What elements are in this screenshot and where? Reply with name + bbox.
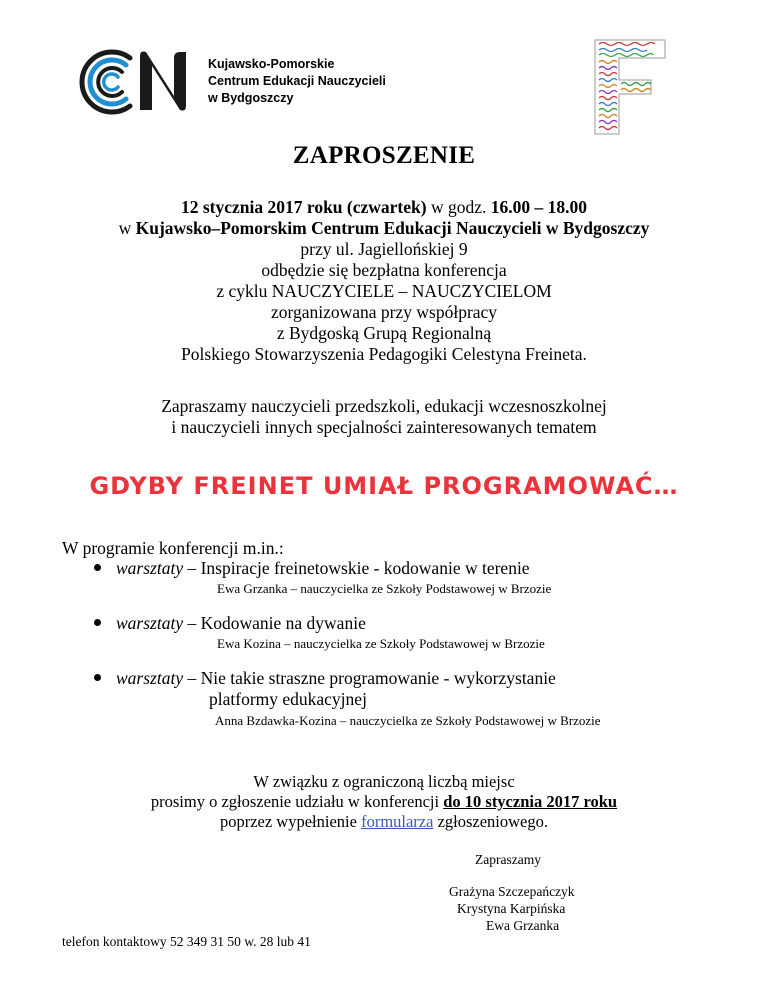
- invite-line: i nauczycieli innych specjalności zainteresowanych tematem: [171, 417, 597, 437]
- program-item-text: [116, 558, 530, 579]
- closing-line: [0, 792, 768, 812]
- org-line: w Bydgoszczy: [208, 91, 294, 105]
- org-name: [208, 56, 386, 107]
- program-item-dash: –: [183, 668, 201, 688]
- program-item-title-cont: platformy edukacyjnej: [209, 689, 367, 709]
- intro-line: odbędzie się bezpłatna konferencja: [261, 260, 507, 280]
- place-prefix: w: [118, 218, 136, 238]
- conference-headline: GDYBY FREINET UMIAŁ PROGRAMOWAĆ…: [89, 472, 679, 500]
- intro-line: z cyklu NAUCZYCIELE – NAUCZYCIELOM: [216, 281, 552, 301]
- program-item-title: Kodowanie na dywanie: [200, 613, 366, 633]
- program-item-type: warsztaty: [116, 613, 184, 633]
- bullet-icon: [94, 674, 101, 681]
- closing-prefix: prosimy o zgłoszenie udziału w konferencji: [150, 792, 444, 811]
- program-item-text: [116, 668, 556, 689]
- intro-line: z Bydgoską Grupą Regionalną: [276, 323, 492, 343]
- time-prefix: w godz.: [426, 197, 491, 217]
- program-item: [94, 668, 714, 718]
- intro-line: przy ul. Jagiellońskiej 9: [300, 239, 468, 259]
- program-item-type: warsztaty: [116, 558, 184, 578]
- invite-line: Zapraszamy nauczycieli przedszkoli, edukacji wczesnoszkolnej: [161, 396, 607, 416]
- program-intro: W programie konferencji m.in.:: [62, 538, 284, 558]
- date-line: [0, 197, 768, 218]
- contact-phone: telefon kontaktowy 52 349 31 50 w. 28 lub 41: [62, 934, 311, 949]
- program-item-text: [116, 613, 366, 634]
- program-item-title: Inspiracje freinetowskie - kodowanie w terenie: [200, 558, 530, 578]
- signature-name: Ewa Grzanka: [486, 918, 560, 933]
- signature-name: Grażyna Szczepańczyk: [449, 884, 575, 899]
- program-item-presenter: Ewa Kozina – nauczycielka ze Szkoły Podstawowej w Brzozie: [217, 636, 545, 651]
- signature-name: Krystyna Karpińska: [457, 901, 566, 916]
- event-place: Kujawsko–Pomorskim Centrum Edukacji Nauczycieli w Bydgoszczy: [135, 218, 650, 238]
- program-item-presenter: Ewa Grzanka – nauczycielka ze Szkoły Podstawowej w Brzozie: [217, 581, 552, 596]
- bullet-icon: [94, 564, 101, 571]
- cen-logo-icon: [78, 44, 196, 120]
- signature-greeting: Zapraszamy: [475, 852, 541, 867]
- bullet-icon: [94, 619, 101, 626]
- org-line: Kujawsko-Pomorskie: [208, 57, 335, 71]
- closing-line: [0, 812, 768, 832]
- intro-block: [0, 197, 768, 365]
- registration-form-link[interactable]: formularza: [361, 812, 434, 831]
- program-item-dash: –: [183, 613, 201, 633]
- org-line: Centrum Edukacji Nauczycieli: [208, 74, 386, 88]
- program-item-title: Nie takie straszne programowanie - wykorzystanie: [200, 668, 556, 688]
- event-time: 16.00 – 18.00: [490, 197, 587, 217]
- invite-block: [0, 396, 768, 438]
- program-item-dash: –: [183, 558, 201, 578]
- intro-line: zorganizowana przy współpracy: [270, 302, 498, 322]
- program-item-type: warsztaty: [116, 668, 184, 688]
- program-item-presenter: Anna Bzdawka-Kozina – nauczycielka ze Szkoły Podstawowej w Brzozie: [215, 713, 601, 728]
- intro-line: Polskiego Stowarzyszenia Pedagogiki Celestyna Freineta.: [181, 344, 587, 364]
- page-title: ZAPROSZENIE: [292, 142, 476, 169]
- closing-suffix: zgłoszeniowego.: [433, 812, 549, 831]
- registration-deadline: do 10 stycznia 2017 roku: [443, 792, 618, 811]
- event-date: 12 stycznia 2017 roku (czwartek): [180, 197, 427, 217]
- closing-line: W związku z ograniczoną liczbą miejsc: [253, 772, 515, 791]
- closing-block: [0, 772, 768, 832]
- closing-prefix: poprzez wypełnienie: [219, 812, 362, 831]
- place-line: [0, 218, 768, 239]
- freinet-logo-icon: [591, 36, 669, 138]
